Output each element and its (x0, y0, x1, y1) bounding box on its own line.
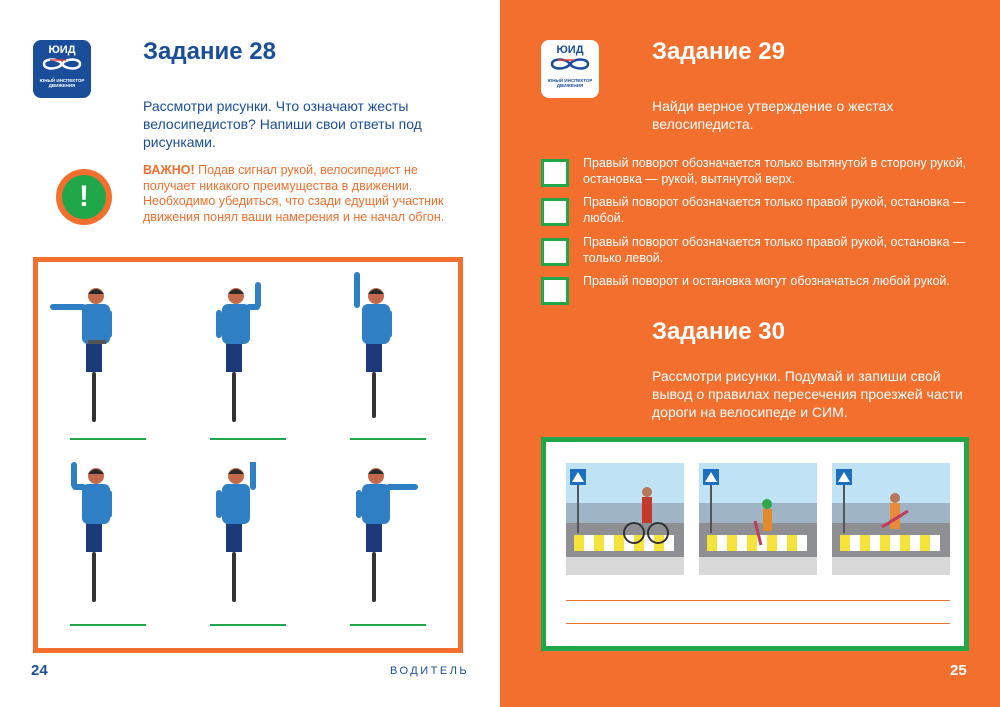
important-note (143, 163, 473, 225)
important-label: ВАЖНО! (143, 163, 195, 177)
page-number-right: 25 (950, 662, 967, 679)
answer-line[interactable] (350, 624, 426, 626)
crossing-frame (541, 437, 969, 651)
cyclist-left-arm-out (48, 282, 138, 432)
cyclist-right-arm-up (188, 462, 278, 612)
bicycle-logo-icon (40, 56, 84, 72)
page-number-left: 24 (31, 662, 48, 679)
answer-line[interactable] (70, 438, 146, 440)
yuid-logo-right: ЮИД ЮНЫЙ ИНСПЕКТОР ДВИЖЕНИЯ (541, 40, 599, 98)
option-text: Правый поворот обозначается только правой рукой, остановка — только левой. (583, 235, 966, 265)
answer-option[interactable] (541, 273, 961, 309)
task-30-title: Задание 30 (652, 318, 785, 345)
option-checkbox[interactable] (541, 198, 569, 226)
cyclist-right-arm-out (328, 462, 418, 612)
option-checkbox[interactable] (541, 238, 569, 266)
task-29-intro: Найди верное утверждение о жестах велосипедиста. (652, 98, 894, 132)
task-28-title: Задание 28 (143, 38, 276, 65)
scene-scooter-walking (832, 463, 950, 575)
scene-cyclist-riding-across (566, 463, 684, 575)
answer-line[interactable] (210, 438, 286, 440)
answer-option[interactable] (541, 234, 966, 270)
answer-option[interactable] (541, 155, 967, 191)
answer-line[interactable] (70, 624, 146, 626)
cyclist-right-arm-up-bent (188, 282, 278, 432)
task-30-intro: Рассмотри рисунки. Подумай и запиши свой вывод о правилах пересечения проезжей части дороги на велосипеде и СИМ. (652, 368, 963, 420)
answer-line[interactable] (350, 438, 426, 440)
writing-line[interactable] (566, 600, 950, 601)
option-text: Правый поворот обозначается только вытянутой в сторону рукой, остановка — рукой, вытянутой верх. (583, 156, 967, 186)
task-28-intro: Рассмотри рисунки. Что означают жесты велосипедистов? Напиши свои ответы под рисунками. (143, 98, 422, 150)
cyclists-frame (33, 257, 463, 653)
warning-icon: ! (56, 169, 112, 225)
answer-line[interactable] (210, 624, 286, 626)
answer-option[interactable] (541, 194, 966, 230)
cyclist-left-arm-up-bent (48, 462, 138, 612)
bicycle-logo-icon (548, 56, 592, 72)
footer-label: ВОДИТЕЛЬ (390, 665, 470, 677)
important-text: Подав сигнал рукой, велосипедист не получает никакого преимущества в движении. Необходимо убедиться, что сзади едущий участник движения понял ваши намерения и не начал обгон. (143, 163, 445, 224)
option-text: Правый поворот обозначается только правой рукой, остановка — любой. (583, 195, 966, 225)
option-text: Правый поворот и остановка могут обозначаться любой рукой. (583, 274, 950, 288)
scene-cyclist-walking-bike (699, 463, 817, 575)
option-checkbox[interactable] (541, 159, 569, 187)
writing-line[interactable] (566, 623, 950, 624)
yuid-logo: ЮИД ЮНЫЙ ИНСПЕКТОР ДВИЖЕНИЯ (33, 40, 91, 98)
task-29-title: Задание 29 (652, 38, 785, 65)
option-checkbox[interactable] (541, 277, 569, 305)
cyclist-left-arm-up (328, 272, 418, 422)
